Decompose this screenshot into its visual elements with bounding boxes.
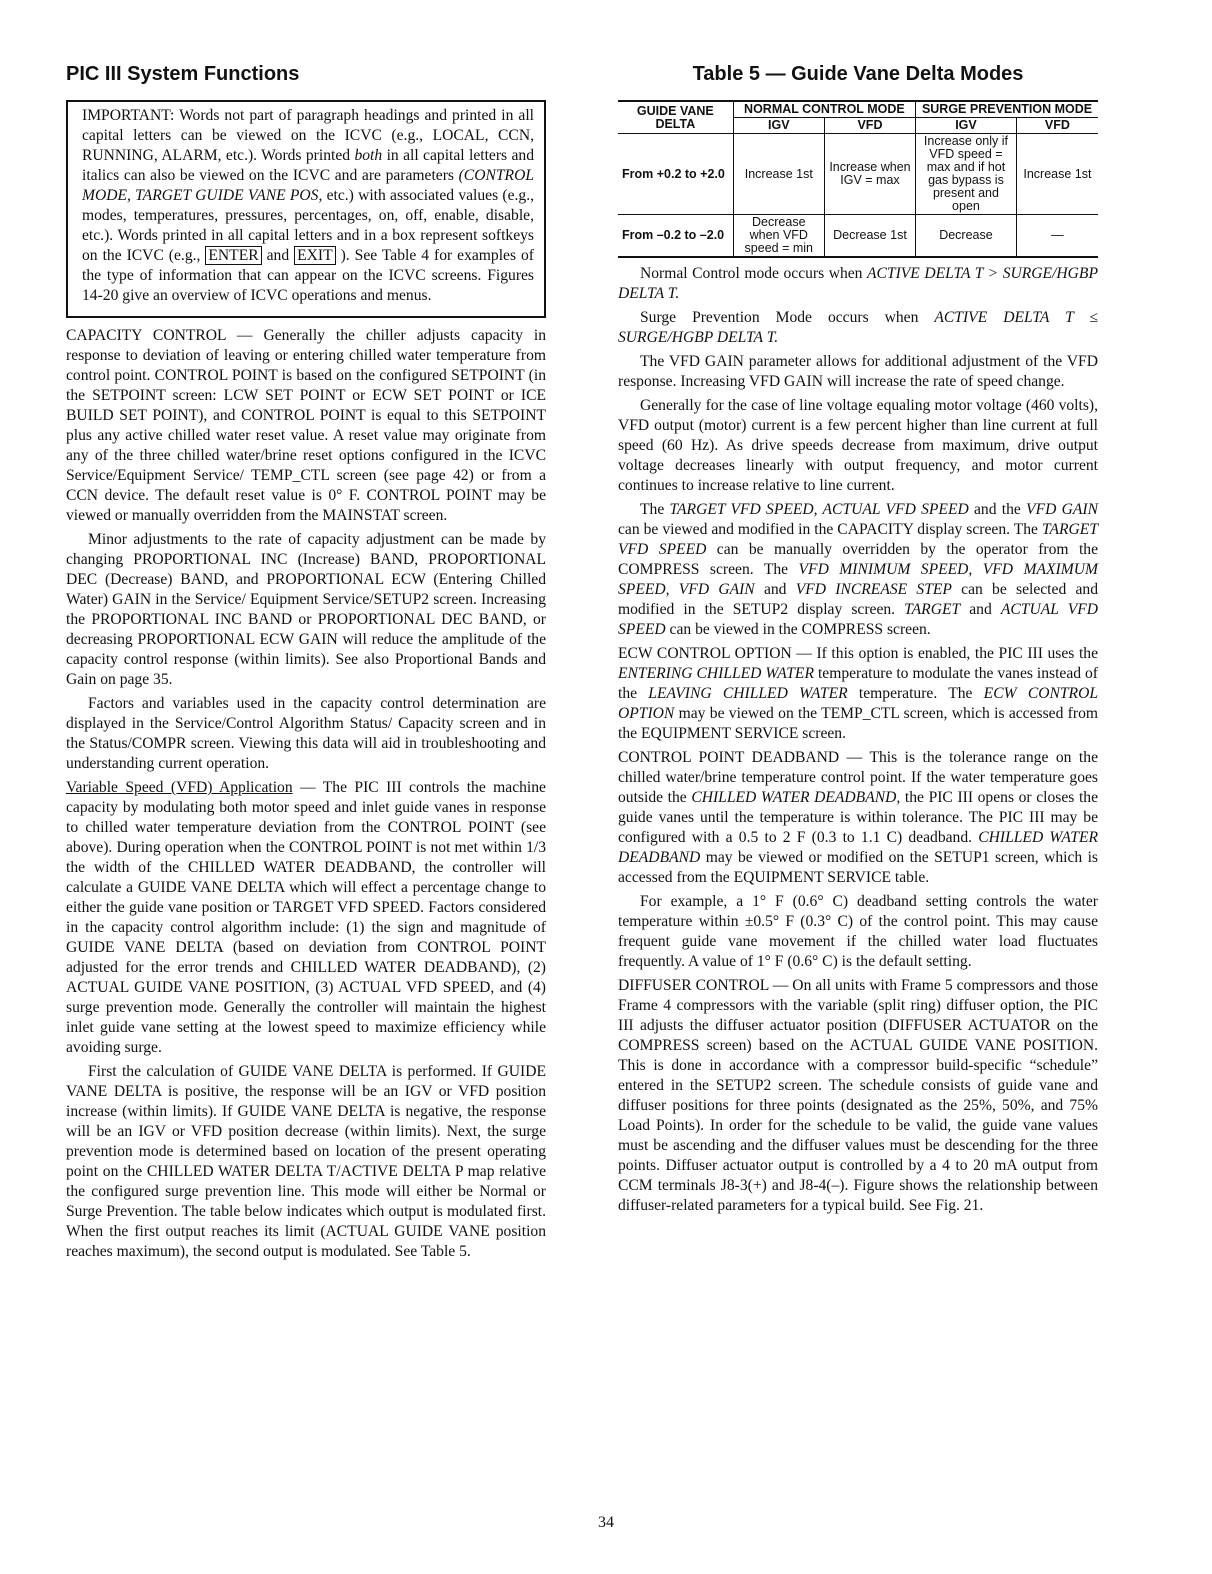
right-column bbox=[618, 62, 1098, 1220]
softkey-exit: EXIT bbox=[294, 246, 336, 265]
header-normal-igv: IGV bbox=[733, 118, 824, 134]
vfd-heading: Variable Speed (VFD) Application bbox=[66, 779, 293, 796]
left-column bbox=[66, 62, 546, 1266]
important-box bbox=[66, 100, 546, 318]
diffuser-control-paragraph: DIFFUSER CONTROL — On all units with Frame 5 compressors and those Frame 4 compressors with the variable (split ring) diffuser option, the PIC III adjusts the diffuser actuator position (DIFFUSER ACTUATOR on the COMPRESS screen) based on the ACTUAL GUIDE VANE POSITION. This is done in accordance with a compressor build-specific “schedule” entered in the SETUP2 screen. The schedule consists of guide vane and diffuser positions for three points (designated as the 25%, 50%, and 75% Load Points). In order for the schedule to be valid, the guide vane values must be ascending and the diffuser values must be descending for the three points. Diffuser actuator output is controlled by a 4 to 20 mA output from CCM terminals J8-3(+) and J8-4(–). Figure shows the relationship between diffuser-related parameters for a typical build. See Fig. 21. bbox=[618, 977, 1098, 1214]
minor-adjustments-paragraph: Minor adjustments to the rate of capacity adjustment can be made by changing PROPORTIONAL INC (Increase) BAND, PROPORTIONAL DEC (Decrease) BAND, and PROPORTIONAL ECW (Entering Chilled Water) GAIN in the Service/ Equipment Service/SETUP2 screen. Increasing the PROPORTIONAL INC BAND or PROPORTIONAL DEC BAND, or decreasing PROPORTIONAL ECW GAIN will reduce the amplitude of the capacity control response (within limits). See also Proportional Bands and Gain on page 35. bbox=[66, 531, 546, 688]
normal-control-paragraph: Normal Control mode occurs when ACTIVE DELTA T > SURGE/HGBP DELTA T. bbox=[618, 265, 1098, 302]
line-voltage-paragraph: Generally for the case of line voltage equaling motor voltage (460 volts), VFD output (motor) current is a few percent higher than line current at full speed (60 Hz). As drive speeds decrease from maximum, drive output voltage decreases linearly with output frequency, and motor current continues to increase relative to line current. bbox=[618, 397, 1098, 494]
header-normal-control-mode: NORMAL CONTROL MODE bbox=[733, 101, 915, 118]
deadband-example-paragraph: For example, a 1° F (0.6° C) deadband setting controls the water temperature within ±0.5° F (0.3° C) of the control point. This may cause frequent guide vane movement if the chilled water load fluctuates frequently. A value of 1° F (0.6° C) is the default setting. bbox=[618, 893, 1098, 970]
surge-prevention-paragraph: Surge Prevention Mode occurs when ACTIVE DELTA T ≤ SURGE/HGBP DELTA T. bbox=[618, 309, 1098, 346]
vfd-gain-paragraph: The VFD GAIN parameter allows for additional adjustment of the VFD response. Increasing VFD GAIN will increase the rate of speed change. bbox=[618, 353, 1098, 390]
control-point-deadband-paragraph: CONTROL POINT DEADBAND — This is the tolerance range on the chilled water/brine temperature control point. If the water temperature goes outside the CHILLED WATER DEADBAND, the PIC III opens or closes the guide vanes until the temperature is within tolerance. The PIC III may be configured with a 0.5 to 2 F (0.3 to 1.1 C) deadband. CHILLED WATER DEADBAND may be viewed or modified on the SETUP1 screen, which is accessed from the EQUIPMENT SERVICE table. bbox=[618, 749, 1098, 886]
section-title: PIC III System Functions bbox=[66, 63, 300, 85]
guide-vane-delta-paragraph: First the calculation of GUIDE VANE DELTA is performed. If GUIDE VANE DELTA is positive, the response will be an IGV or VFD position increase (within limits). If GUIDE VANE DELTA is negative, the response will be an IGV or VFD position decrease (within limits). Next, the surge prevention mode is determined based on location of the present operating point on the CHILLED WATER DELTA T/ACTIVE DELTA P map relative the configured surge prevention line. This mode will either be Normal or Surge Prevention. The table below indicates which output is modulated first. When the first output reaches its limit (ACTUAL GUIDE VANE position reaches maximum), the second output is modulated. See Table 5. bbox=[66, 1063, 546, 1260]
factors-paragraph: Factors and variables used in the capacity control determination are displayed in the Service/Control Algorithm Status/ Capacity screen and in the Status/COMPR screen. Viewing this data will aid in troubleshooting and understanding current operation. bbox=[66, 695, 546, 772]
header-surge-prevention-mode: SURGE PREVENTION MODE bbox=[916, 101, 1098, 118]
page-number: 34 bbox=[598, 1514, 614, 1531]
header-guide-vane-delta: GUIDE VANE DELTA bbox=[636, 103, 714, 131]
table-row: From +0.2 to +2.0 Increase 1st Increase when IGV = max Increase only if VFD speed = max and if hot gas bypass is present and open Increase 1st bbox=[618, 134, 1098, 215]
softkey-enter: ENTER bbox=[205, 246, 261, 265]
target-vfd-speed-paragraph: The TARGET VFD SPEED, ACTUAL VFD SPEED and the VFD GAIN can be viewed and modified in the CAPACITY display screen. The TARGET VFD SPEED can be manually overridden by the operator from the COMPRESS screen. The VFD MINIMUM SPEED, VFD MAXIMUM SPEED, VFD GAIN and VFD INCREASE STEP can be selected and modified in the SETUP2 display screen. TARGET and ACTUAL VFD SPEED can be viewed in the COMPRESS screen. bbox=[618, 501, 1099, 638]
guide-vane-delta-table bbox=[618, 100, 1098, 258]
table-title: Table 5 — Guide Vane Delta Modes bbox=[692, 63, 1024, 85]
header-surge-igv: IGV bbox=[916, 118, 1017, 134]
table-row: From –0.2 to –2.0 Decrease when VFD speed = min Decrease 1st Decrease — bbox=[618, 215, 1098, 258]
header-normal-vfd: VFD bbox=[824, 118, 915, 134]
vfd-application-paragraph: Variable Speed (VFD) Application — The PIC III controls the machine capacity by modulating both motor speed and inlet guide vanes in response to chilled water temperature deviation from the CONTROL POINT (see above). During operation when the CONTROL POINT is not met within 1/3 the width of the CHILLED WATER DEADBAND, the controller will calculate a GUIDE VANE DELTA which will effect a percentage change to either the guide vane position or TARGET VFD SPEED. Factors considered in the capacity control algorithm include: (1) the sign and magnitude of GUIDE VANE DELTA (based on deviation from CONTROL POINT adjusted for the error trends and CHILLED WATER DEADBAND), (2) ACTUAL GUIDE VANE POSITION, (3) ACTUAL VFD SPEED, and (4) surge prevention mode. Generally the controller will maintain the highest inlet guide vane setting at the lowest speed to maximize efficiency while avoiding surge. bbox=[66, 779, 546, 1056]
header-surge-vfd: VFD bbox=[1016, 118, 1098, 134]
capacity-control-paragraph: CAPACITY CONTROL — Generally the chiller adjusts capacity in response to deviation of leaving or entering chilled water temperature from control point. CONTROL POINT is based on the configured SETPOINT (in the SETPOINT screen: LCW SET POINT or ECW SET POINT or ICE BUILD SET POINT), and CONTROL POINT is equal to this SETPOINT plus any active chilled water reset value. A reset value may originate from any of the three chilled water/brine reset options configured in the ICVC Service/Equipment Service/ TEMP_CTL screen (see page 42) or from a CCN device. The default reset value is 0° F. CONTROL POINT may be viewed or manually overridden from the MAINSTAT screen. bbox=[66, 327, 546, 524]
ecw-control-paragraph: ECW CONTROL OPTION — If this option is enabled, the PIC III uses the ENTERING CHILLED WATER temperature to modulate the vanes instead of the LEAVING CHILLED WATER temperature. The ECW CONTROL OPTION may be viewed on the TEMP_CTL screen, which is accessed from the EQUIPMENT SERVICE screen. bbox=[618, 645, 1099, 742]
important-text: IMPORTANT: Words not part of paragraph headings and printed in all capital letters can be viewed on the ICVC (e.g., LOCAL, CCN, RUNNING, ALARM, etc.). Words printed both in all capital letters and italics can also be viewed on the ICVC and are parameters (CONTROL MODE, TARGET GUIDE VANE POS, etc.) with associated values (e.g., modes, temperatures, pressures, percentages, on, off, enable, disable, etc.). Words printed in all capital letters and in a box represent softkeys on the ICVC (e.g., ENTER and EXIT ). See Table 4 for examples of the type of information that can appear on the ICVC screens. Figures 14-20 give an overview of ICVC operations and menus. bbox=[82, 107, 534, 304]
